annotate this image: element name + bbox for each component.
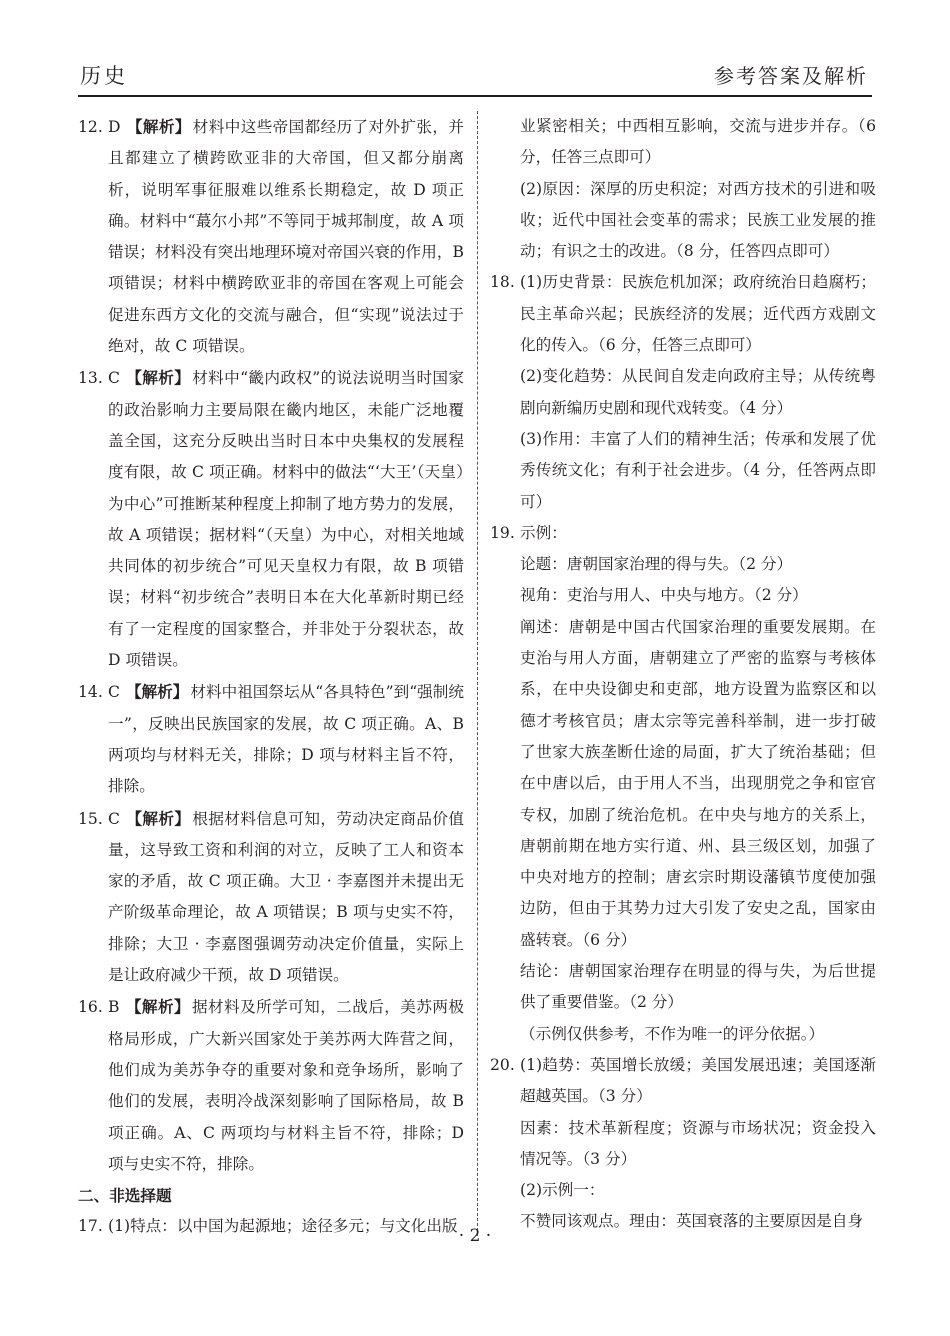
- q19-perspective: 视角：吏治与用人、中央与地方。（2 分）: [520, 586, 808, 605]
- answer-item-13: [78, 362, 464, 676]
- answer-item-19: [490, 518, 876, 549]
- q18-part-2: (2)变化趋势：从民间自发走向政府主导；从传统粤剧向新编历史剧和现代戏转变。（4 分）: [520, 367, 876, 417]
- answer-letter: C: [108, 683, 120, 702]
- analysis-tag: 【解析】: [125, 997, 190, 1017]
- page-header: [78, 56, 872, 92]
- q18-part-3: (3)作用：丰富了人们的精神生活；传承和发展了优秀传统文化；有利于社会进步。（4 分，任答两点即可）: [520, 429, 876, 511]
- analysis-tag: 【解析】: [125, 808, 191, 828]
- question-number: 20.: [490, 1055, 515, 1074]
- analysis-text: 材料中这些帝国都经历了对外扩张，并且都建立了横跨欧亚非的大帝国，但又都分崩离析，说明军事征服难以维系长期稳定，故 D 项正确。材料中“蕞尔小邦”不等同于城邦制度，故 A 项错误；材料没有突出地理环境对帝国兴衰的作用，B 项错误；材料中横跨欧亚非的帝国在客观上可能会促进东西方文化的交流与融合，但“实现”说法过于绝对，故 C 项错误。: [108, 118, 464, 356]
- left-column: [78, 111, 464, 1243]
- answer-item-16: [78, 991, 464, 1180]
- answer-item-15: [78, 803, 464, 992]
- subject-label: 历史: [80, 64, 128, 88]
- analysis-text: 据材料及所学可知，二战后，美苏两极格局形成，广大新兴国家处于美苏两大阵营之间，他们成为美苏争夺的重要对象和竞争场所，影响了他们的发展，表明冷战深刻影响了国际格局，故 B 项正确。A、C 两项均与材料主旨不符，排除；D 项与史实不符，排除。: [108, 998, 464, 1173]
- column-divider: [477, 111, 478, 1236]
- q20-factors: 因素：技术革新程度；资源与市场状况；资金投入情况等。（3 分）: [520, 1118, 876, 1168]
- question-number: 17.: [78, 1217, 103, 1236]
- analysis-text: 材料中祖国祭坛从“各具特色”到“强制统一”，反映出民族国家的发展，故 C 项正确。A、B 两项均与材料无关，排除；D 项与材料主旨不符，排除。: [108, 683, 464, 796]
- analysis-tag: 【解析】: [125, 682, 189, 702]
- answer-letter: C: [108, 369, 120, 388]
- question-number: 18.: [490, 273, 515, 292]
- right-column: [490, 111, 876, 1238]
- analysis-text: 材料中“畿内政权”的说法说明当时国家的政治影响力主要局限在畿内地区，未能广泛地覆盖全国，这充分反映出当时日本中央集权的发展程度有限，故 C 项正确。材料中的做法“‘大王’（天皇）为中心”可推断某种程度上抑制了地方势力的发展，故 A 项错误；据材料“（天皇）为中心，对相关地域共同体的初步统合”可见天皇权力有限，故 B 项错误；材料“初步统合”表明日本在大化革新时期已经有了一定程度的国家整合，并非处于分裂状态，故 D 项错误。: [108, 369, 464, 670]
- question-number: 12.: [78, 118, 103, 136]
- question-number: 15.: [78, 809, 103, 828]
- analysis-tag: 【解析】: [126, 117, 191, 136]
- q19-topic: 论题：唐朝国家治理的得与失。（2 分）: [520, 555, 793, 574]
- q18-part-1: (1)历史背景：民族危机加深；政府统治日趋腐朽；民主革命兴起；民族经济的发展；近代西方戏剧文化的传入。（6 分，任答三点即可）: [520, 273, 876, 355]
- q20-part-2-text: 不赞同该观点。理由：英国衰落的主要原因是自身: [520, 1212, 864, 1231]
- q17-part-2: (2)原因：深厚的历史积淀；对西方技术的引进和吸收；近代中国社会变革的需求；民族工业发展的推动；有识之士的改进。（8 分，任答四点即可）: [520, 179, 876, 261]
- question-number: 13.: [78, 369, 103, 388]
- section-title: 二、非选择题: [78, 1186, 172, 1206]
- analysis-tag: 【解析】: [125, 368, 191, 388]
- answer-item-12: [78, 111, 464, 362]
- question-number: 16.: [78, 998, 103, 1017]
- answer-letter: B: [108, 998, 120, 1017]
- q19-conclusion: 结论：唐朝国家治理存在明显的得与失，为后世提供了重要借鉴。（2 分）: [520, 962, 876, 1012]
- answer-letter: D: [108, 118, 121, 136]
- analysis-text: 根据材料信息可知，劳动决定商品价值量，这导致工资和利润的对立，反映了工人和资本家的矛盾，故 C 项正确。大卫 · 李嘉图并未提出无产阶级革命理论，故 A 项错误；B 项与史实不符，排除；大卫 · 李嘉图强调劳动决定价值量，实际上是让政府减少干预，故 D 项错误。: [108, 809, 464, 985]
- answer-item-20: [490, 1050, 876, 1113]
- q19-note: （示例仅供参考，不作为唯一的评分依据。）: [520, 1024, 825, 1043]
- q19-elaboration: 阐述：唐朝是中国古代国家治理的重要发展期。在吏治与用人方面，唐朝建立了严密的监察与考核体系，在中央设御史和吏部，地方设置为监察区和以德才考核官员；唐太宗等完善科举制，进一步打破了世家大族垄断仕途的局面，扩大了统治基础；但在中唐以后，由于用人不当，出现朋党之争和宦官专权，加剧了统治危机。在中央与地方的关系上，唐朝前期在地方实行道、州、县三级区划，加强了中央对地方的控制；唐玄宗时期设藩镇节度使加强边防，但由于其势力过大引发了安史之乱，国家由盛转衰。（6 分）: [520, 617, 876, 949]
- page-number: · 2 ·: [458, 1226, 492, 1246]
- answer-text: (1)特点：以中国为起源地；途径多元；与文化出版: [108, 1217, 458, 1236]
- question-number: 19.: [490, 523, 515, 542]
- q17-continuation: 业紧密相关；中西相互影响，交流与进步并存。（6 分，任答三点即可）: [520, 117, 876, 167]
- header-title: 参考答案及解析: [714, 64, 868, 88]
- question-number: 14.: [78, 683, 103, 702]
- q20-part-1: (1)趋势：英国增长放缓；美国发展迅速；美国逐渐超越英国。（3 分）: [520, 1055, 876, 1106]
- answer-item-18: [490, 267, 876, 361]
- answer-item-14: [78, 676, 464, 802]
- q19-heading: 示例：: [520, 523, 567, 542]
- header-rule: [78, 95, 872, 97]
- q20-part-2: (2)示例一：: [520, 1181, 605, 1200]
- answer-letter: C: [108, 809, 120, 828]
